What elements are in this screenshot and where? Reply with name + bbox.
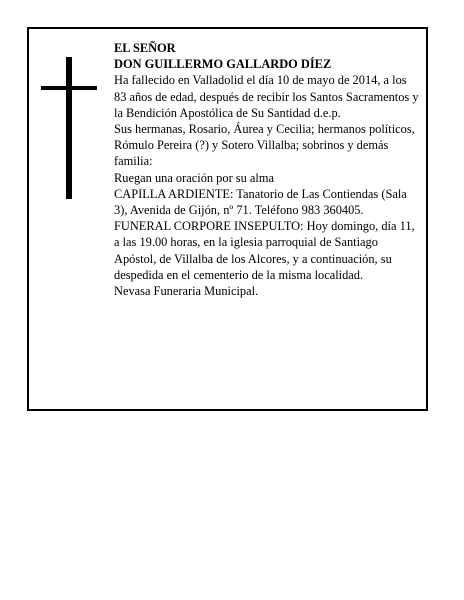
deceased-name: DON GUILLERMO GALLARDO DÍEZ (114, 57, 332, 72)
family-list: Sus hermanas, Rosario, Áurea y Cecilia; hermanos políticos, Rómulo Pereira (?) y Sotero Villalba; sobrinos y demás familia: (114, 122, 415, 169)
prayer-request: Ruegan una oración por su alma (114, 170, 274, 185)
chapel-info: CAPILLA ARDIENTE: Tanatorio de Las Contiendas (Sala 3), Avenida de Gijón, nº 71. Teléfono 983 360405. (114, 186, 407, 218)
notice-text (114, 40, 420, 299)
funeral-home: Nevasa Funeraria Municipal. (114, 284, 259, 299)
heading-title: EL SEÑOR (114, 41, 176, 55)
cross-horizontal-bar (41, 86, 97, 90)
obituary-notice (27, 27, 428, 411)
cross-vertical-bar (66, 57, 72, 199)
cross-icon (41, 57, 97, 199)
death-announcement: Ha fallecido en Valladolid el día 10 de mayo de 2014, a los 83 años de edad, después de recibir los Santos Sacramentos y la Bendición Apostólica de Su Santidad d.e.p. (114, 73, 419, 120)
funeral-info: FUNERAL CORPORE INSEPULTO: Hoy domingo, día 11, a las 19.00 horas, en la iglesia parroquial de Santiago Apóstol, de Villalba de los Alcores, y a continuación, su despedida en el cementerio de la misma localidad. (114, 219, 415, 282)
